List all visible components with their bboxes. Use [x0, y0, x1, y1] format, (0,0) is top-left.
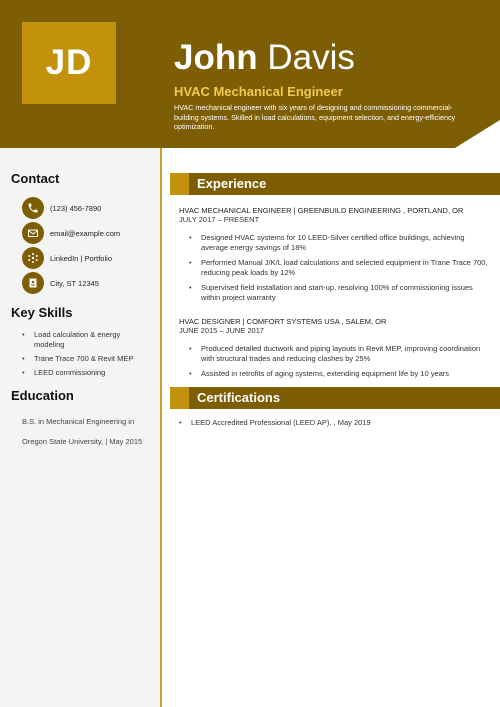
job-bullet: • Performed Manual J/K/L load calculations and selected equipment in Trane Trace 700, reducing peak loads by 12%	[189, 258, 489, 278]
job-bullets	[189, 344, 489, 384]
job-title: HVAC Mechanical Engineer	[174, 84, 343, 99]
job-bullet: • Designed HVAC systems for 10 LEED-Silver certified office buildings, achieving average energy savings of 18%	[189, 233, 489, 253]
contact-heading: Contact	[11, 171, 60, 186]
job-bullet: • Supervised field installation and start-up, resolving 100% of commissioning issues within project warranty	[189, 283, 489, 303]
contact-location	[22, 272, 99, 294]
job-bullet: • Assisted in retrofits of aging systems, extending equipment life by 10 years	[189, 369, 489, 379]
contact-links[interactable]	[22, 247, 112, 269]
skills-heading: Key Skills	[11, 305, 73, 320]
monogram-initials: JD	[45, 43, 93, 82]
email-text[interactable]: email@example.com	[50, 228, 121, 238]
location-text: City, ST 12345	[50, 278, 99, 288]
skill-item: • Trane Trace 700 & Revit MEP	[22, 354, 152, 364]
monogram-badge	[22, 22, 116, 104]
contact-email[interactable]	[22, 222, 120, 244]
location-icon	[22, 272, 44, 294]
job-header: HVAC MECHANICAL ENGINEER | GREENBUILD ENGINEERING , PORTLAND, OR	[179, 206, 464, 215]
certifications-list	[179, 418, 489, 428]
certification-item: • LEED Accredited Professional (LEED AP), , May 2019	[179, 418, 489, 428]
section-accent-tab	[170, 173, 189, 195]
experience-heading: Experience	[197, 176, 267, 191]
resume-header	[0, 0, 500, 148]
education-heading: Education	[11, 388, 74, 403]
phone-text: (123) 456-7890	[50, 203, 102, 213]
certifications-section-bar	[170, 387, 500, 409]
candidate-name	[174, 38, 355, 78]
job-bullets	[189, 233, 489, 308]
skill-item: • LEED commissioning	[22, 368, 152, 378]
education-entry: B.S. in Mechanical Engineering in Oregon State University, | May 2015	[22, 417, 143, 446]
links-text[interactable]: LinkedIn | Portfolio	[50, 253, 112, 263]
skills-list	[22, 330, 152, 382]
job-dates: JUNE 2015 – JUNE 2017	[179, 326, 265, 335]
experience-section-bar	[170, 173, 500, 195]
job-header: HVAC DESIGNER | COMFORT SYSTEMS USA , SALEM, OR	[179, 317, 387, 326]
last-name: Davis	[267, 38, 355, 77]
job-dates: JULY 2017 – PRESENT	[179, 215, 260, 224]
mail-icon	[22, 222, 44, 244]
skill-item: • Load calculation & energy modeling	[22, 330, 152, 350]
phone-icon	[22, 197, 44, 219]
contact-phone	[22, 197, 101, 219]
first-name: John	[174, 38, 258, 77]
job-bullet: • Produced detailed ductwork and piping layouts in Revit MEP, improving coordination with structural trades and reducing clashes by 25%	[189, 344, 489, 364]
linkedin-icon	[22, 247, 44, 269]
profile-summary: HVAC mechanical engineer with six years of designing and commissioning commercial-building systems. Skilled in load calculations, equipment selection, and energy-efficiency optimization.	[174, 103, 456, 131]
section-accent-tab	[170, 387, 189, 409]
certifications-heading: Certifications	[197, 390, 281, 405]
